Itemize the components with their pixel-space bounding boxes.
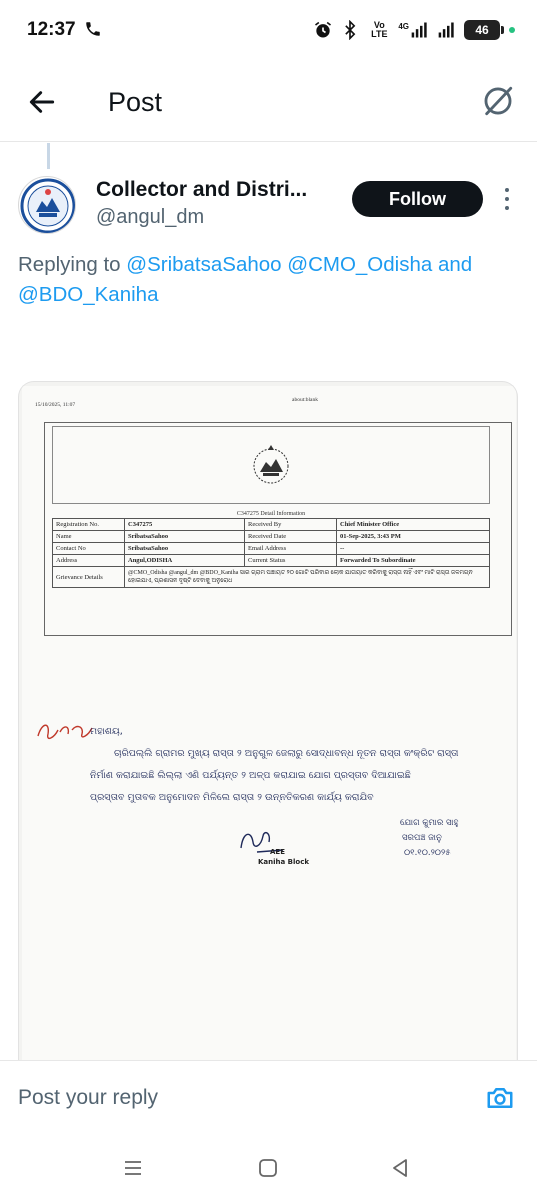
network-type: 4G	[398, 21, 409, 31]
table-row: Name SribatsaSahoo Received Date 01-Sep-2025, 3:43 PM	[53, 531, 490, 543]
recent-apps-icon[interactable]	[121, 1156, 145, 1180]
signatory-title: ସରପଞ୍ଚ ଜାନୁ	[402, 833, 442, 843]
grievance-table	[52, 518, 490, 588]
mention-link[interactable]: @BDO_Kaniha	[18, 283, 159, 306]
table-row: Grievance Details @CMO_Odisha @angul_dm @BDO_Kaniha ସାର ଗ୍ରାମ ପଞ୍ଚାୟତ ୨୦ ଗୋଟି ପରିବାର ଲୋକ ଯାତାୟାତ କରିବାକୁ ରାସ୍ତା ନାହିଁ ଏବଂ ମାଟି ରାସ୍ତା ଜଳମଗ୍ନ ହୋଇଯାଏ, ପ୍ରଶାସନ ଦୃଷ୍ଟି ଦେବାକୁ ଅନୁରୋଧ	[53, 567, 490, 588]
table-row: Address Angul,ODISHA Current Status Forwarded To Subordinate	[53, 555, 490, 567]
volte-indicator: Vo LTE	[371, 20, 388, 39]
status-bar	[0, 0, 537, 62]
mention-link[interactable]: @CMO_Odisha	[287, 253, 433, 276]
doc-url: about:blank	[292, 397, 318, 403]
author-name[interactable]: Collector and Distri...	[96, 178, 308, 201]
stamp-office: Kaniha Block	[258, 858, 310, 866]
follow-button[interactable]: Follow	[352, 181, 483, 217]
mention-link[interactable]: @SribatsaSahoo	[126, 253, 282, 276]
privacy-dot	[509, 27, 515, 33]
replying-to: Replying to @SribatsaSahoo @CMO_Odisha and @BDO_Kaniha	[18, 253, 473, 306]
bluetooth-icon	[340, 20, 360, 40]
table-row: Registration No. C347275 Received By Chief Minister Office	[53, 519, 490, 531]
system-nav-bar	[0, 1138, 537, 1200]
signal-icon-2	[437, 20, 457, 40]
district-seal-icon	[19, 177, 76, 234]
stamp-designation: AEE	[270, 848, 285, 856]
home-icon[interactable]	[256, 1156, 280, 1180]
signatory-name: ଯୋଗ କୁମାର ସାହୁ	[400, 818, 459, 828]
odisha-emblem-icon	[246, 440, 296, 490]
reply-composer	[0, 1060, 537, 1138]
doc-date: 15/10/2025, 11:07	[35, 402, 76, 408]
scanned-letter	[22, 386, 516, 1060]
thread-line	[47, 143, 50, 169]
signatory-date: ୦୧.୧୦.୨୦୨୫	[404, 848, 451, 858]
camera-icon[interactable]	[485, 1083, 515, 1113]
app-header	[0, 62, 537, 142]
grok-icon[interactable]	[481, 84, 515, 118]
letter-salutation: ମହାଶୟ,	[90, 726, 123, 737]
arrow-left-icon[interactable]	[26, 86, 58, 118]
alarm-icon	[313, 20, 333, 40]
table-row: Contact No SribatsaSahoo Email Address --	[53, 543, 490, 555]
avatar[interactable]	[18, 176, 76, 234]
letter-line: ପ୍ରସ୍ତାବ ମୁତାବକ ଅନୁମୋଦନ ମିଳିଲେ ରାସ୍ତା ୨ ଉନ୍ନତିକରଣ କାର୍ଯ୍ୟ କରାଯିବ	[90, 792, 374, 803]
handwritten-initials	[34, 716, 94, 746]
phone-call-icon	[84, 20, 102, 38]
author-handle[interactable]: @angul_dm	[96, 206, 205, 228]
more-vertical-icon[interactable]	[500, 186, 514, 212]
status-time: 12:37	[27, 19, 76, 40]
status-icons	[313, 18, 515, 42]
post-image[interactable]	[18, 381, 518, 1060]
letter-line: ନିର୍ମାଣ କରାଯାଇଛି ଲିଲ୍ଲା ଏଣି ପର୍ଯ୍ୟନ୍ତ ୨ ଅଳ୍ପ କରାଯାଇ ଯୋଗ ପ୍ରସ୍ତାବ ଦିଆଯାଇଛି	[90, 770, 411, 781]
signal-icon	[410, 20, 430, 40]
battery-icon: 46	[464, 20, 500, 40]
doc-table-title: C347275 Detail Information	[236, 511, 306, 517]
page-title: Post	[108, 87, 163, 117]
letter-line: ଚାରିପଲ୍ଲି ଗ୍ରାମର ମୁଖ୍ୟ ରାସ୍ତା ୨ ଅନୁଗୁଳ ଜେଲାରୁ ସୋଦ୍ଧାବନ୍ଧ ନୂତନ ରାସ୍ତା କଂକ୍ରିଟ ରାସ୍ତା	[114, 748, 459, 759]
back-triangle-icon[interactable]	[388, 1156, 412, 1180]
reply-input[interactable]: Post your reply	[18, 1086, 159, 1109]
